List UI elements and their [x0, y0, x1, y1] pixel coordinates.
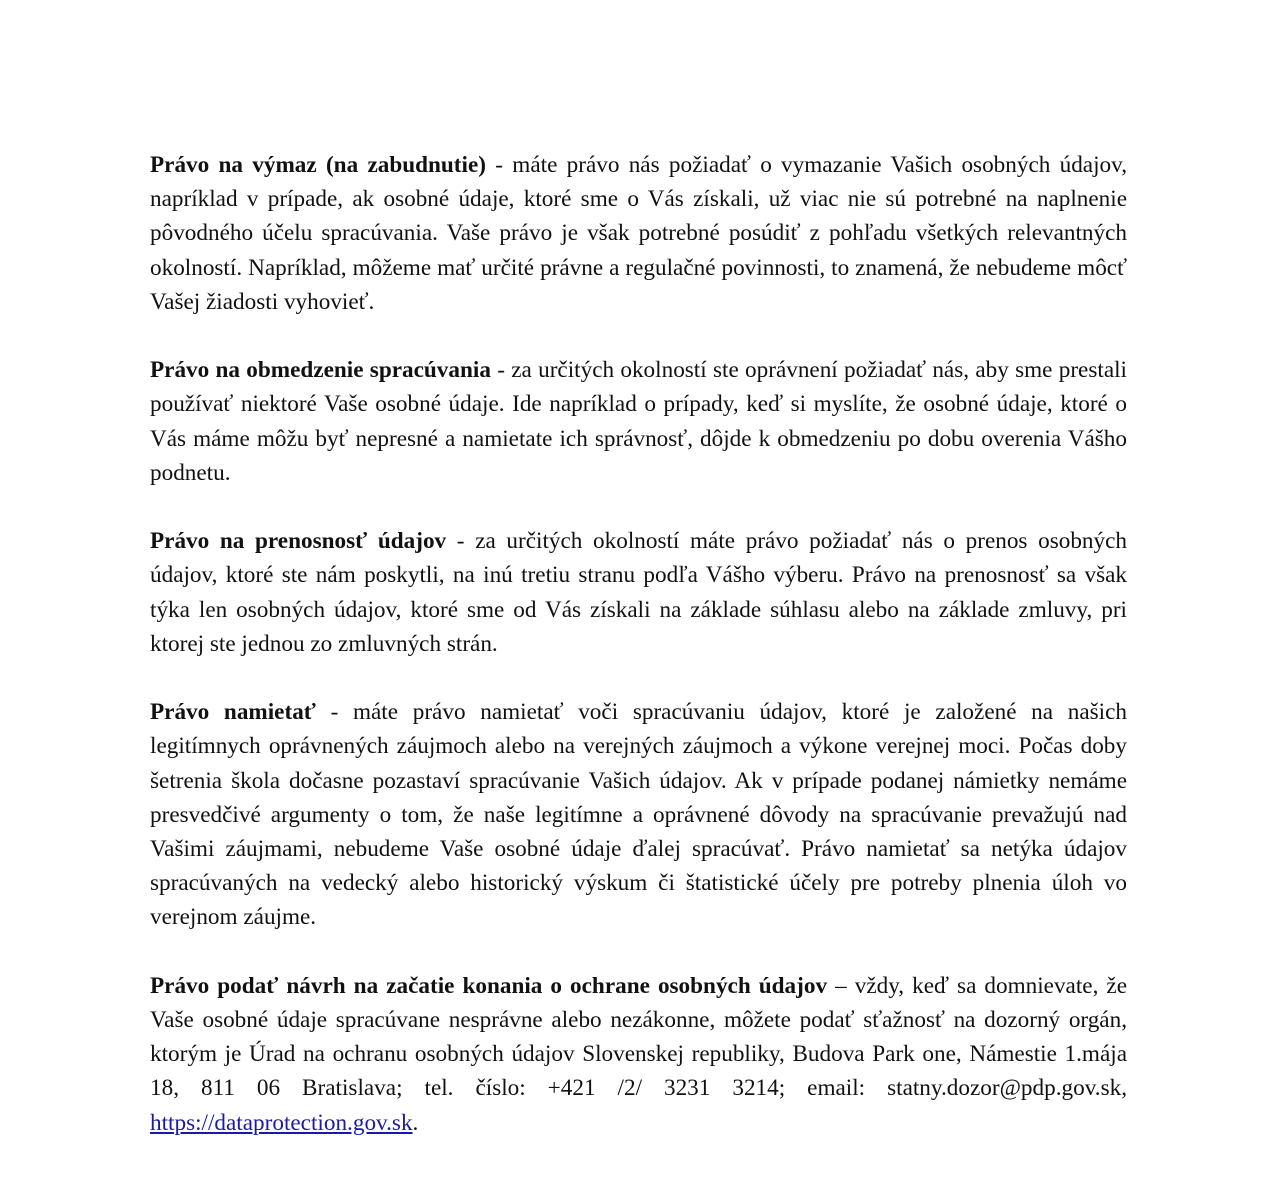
- section-body: vždy, keď sa domnievate, že Vaše osobné údaje spracúvane nesprávne alebo nezákonne, môžete podať sťažnosť na dozorný orgán, ktorým je Úrad na ochranu osobných údajov Slovenskej republiky, Budova Park one, Námestie 1.mája 18, 811 06 Bratislava; tel. číslo: +421 /2/ 3231 3214; email: statny.dozor@pdp.gov.sk,: [150, 972, 1127, 1102]
- section-separator: -: [486, 152, 513, 178]
- section-body: za určitých okolností ste oprávnení požiadať nás, aby sme prestali používať niektoré Vaše osobné údaje. Ide napríklad o prípady, keď si myslíte, že osobné údaje, ktoré o Vás máme môžu byť nepresné a namietate ich správnosť, dôjde k obmedzeniu po dobu overenia Vášho podnetu.: [150, 357, 1127, 486]
- section-right-to-restriction: [150, 353, 1127, 490]
- section-heading: Právo na obmedzenie spracúvania: [150, 357, 491, 384]
- section-body: za určitých okolností máte právo požiadať nás o prenos osobných údajov, ktoré ste nám poskytli, na inú tretiu stranu podľa Vášho výberu. Právo na prenosnosť sa však týka len osobných údajov, ktoré sme od Vás získali na základe súhlasu alebo na základe zmluvy, pri ktorej ste jednou zo zmluvných strán.: [150, 528, 1127, 657]
- section-heading: Právo na výmaz (na zabudnutie): [150, 152, 486, 178]
- section-separator: -: [490, 357, 512, 384]
- section-separator: –: [827, 972, 855, 999]
- dataprotection-link[interactable]: https://dataprotection.gov.sk: [150, 1109, 413, 1136]
- document-page: [150, 148, 1127, 1140]
- section-heading: Právo na prenosnosť údajov: [150, 528, 447, 555]
- section-heading: Právo namietať: [150, 699, 316, 726]
- section-right-to-erasure: [150, 148, 1127, 319]
- section-body: máte právo nás požiadať o vymazanie Vašich osobných údajov, napríklad v prípade, ak osobné údaje, ktoré sme o Vás získali, už viac nie sú potrebné na naplnenie pôvodného účelu spracúvania. Vaše právo je však potrebné posúdiť z pohľadu všetkých relevantných okolností. Napríklad, môžeme mať určité právne a regulačné povinnosti, to znamená, že nebudeme môcť Vašej žiadosti vyhovieť.: [150, 152, 1128, 315]
- section-right-to-portability: [150, 524, 1127, 661]
- section-separator: -: [315, 699, 353, 726]
- section-heading: Právo podať návrh na začatie konania o ochrane osobných údajov: [150, 972, 828, 999]
- section-right-to-complain: [150, 969, 1127, 1140]
- section-right-to-object: [150, 695, 1127, 934]
- section-trailing: .: [412, 1109, 419, 1136]
- section-body: máte právo namietať voči spracúvaniu údajov, ktoré je založené na našich legitímnych oprávnených záujmoch alebo na verejných záujmoch a výkone verejnej moci. Počas doby šetrenia škola dočasne pozastaví spracúvanie Vašich údajov. Ak v prípade podanej námietky nemáme presvedčivé argumenty o tom, že naše legitímne a oprávnené dôvody na spracúvanie prevažujú nad Vašimi záujmami, nebudeme Vaše osobné údaje ďalej spracúvať. Právo namietať sa netýka údajov spracúvaných na vedecký alebo historický výskum či štatistické účely pre potreby plnenia úloh vo verejnom záujme.: [150, 699, 1127, 931]
- section-separator: -: [446, 528, 476, 555]
